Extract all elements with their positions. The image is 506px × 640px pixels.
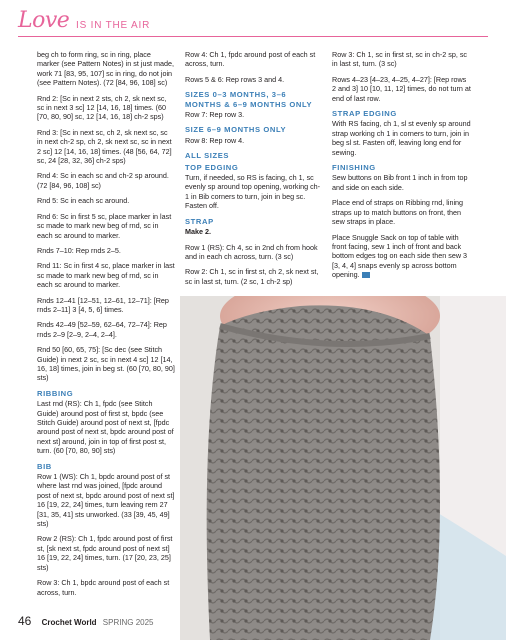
paragraph-final: [332, 233, 472, 280]
paragraph: Rnd 11: Sc in first 4 sc, place marker in last sc made to mark new beg of rnd, sc in each sc around to marker.: [37, 261, 175, 290]
paragraph: Rows 5 & 6: Rep rows 3 and 4.: [185, 74, 285, 84]
section-label: IS IN THE AIR: [76, 20, 151, 31]
section-heading-top-edging: TOP EDGING: [185, 162, 239, 172]
section-heading-size-6-9: SIZE 6–9 MONTHS ONLY: [185, 125, 287, 135]
paragraph: Row 1 (WS): Ch 1, bpdc around post of st where last rnd was joined, [fpdc around post of next st, bpdc around post of next st] 16 [19, 22, 24] times, turn leaving rem 27 [31, 35, 41] sts unworked. (33 [39, 45, 49] sts): [37, 472, 175, 529]
paragraph: With RS facing, ch 1, sl st evenly sp around strap working ch 1 in corners to turn, join in beg sl st. Fasten off, leaving long end for sewing.: [332, 119, 471, 157]
paragraph: Rnds 12–41 [12–51, 12–61, 12–71]: [Rep rnds 2–11] 3 [4, 5, 6] times.: [37, 295, 169, 314]
paragraph: Sew buttons on Bib front 1 inch in from top and side on each side.: [332, 173, 468, 192]
paragraph: Row 2 (RS): Ch 1, fpdc around post of first st, [sk next st, fpdc around post of next st] 16 [19, 22, 24] times, turn. (17 [20, 23, 25] sts): [37, 534, 173, 572]
paragraph: Row 3: Ch 1, sc in first st, sc in ch-2 sp, sc in last st, turn. (3 sc): [332, 50, 468, 69]
paragraph: Row 2: Ch 1, sc in first st, ch 2, sk next st, sc in last st, turn. (2 sc, 1 ch-2 sp): [185, 267, 319, 286]
paragraph: Rnd 50 [60, 65, 75]: [Sc dec (see Stitch Guide) in next 2 sc, sc in next 4 sc] 12 [14, 16, 18] times, join in beg st. (60 [70, 80, 90] sts): [37, 345, 175, 383]
section-heading-all-sizes: ALL SIZES: [185, 151, 230, 161]
page-number: 46: [18, 614, 32, 628]
paragraph: Row 8: Rep row 4.: [185, 135, 245, 145]
text-column-1: [37, 50, 175, 603]
paragraph: Row 1 (RS): Ch 4, sc in 2nd ch from hook and in each ch across, turn. (3 sc): [185, 242, 318, 261]
page-footer: [18, 614, 154, 628]
crochet-sack: [207, 305, 440, 640]
paragraph: Rnd 4: Sc in each sc and ch-2 sp around. (72 [84, 96, 108] sc): [37, 171, 169, 190]
text-column-3: [332, 50, 472, 286]
section-heading-ribbing: RIBBING: [37, 388, 74, 398]
issue-season: SPRING 2025: [102, 618, 154, 627]
crochet-photo: [180, 296, 506, 640]
magazine-name: Crochet World: [41, 618, 97, 627]
final-text: Place Snuggle Sack on top of table with front facing, sew 1 inch of front and back bottom edges tog on each side then sew 3 [3, 4, 4] snaps evenly sp across bottom opening.: [332, 232, 468, 280]
paragraph: Turn, if needed, so RS is facing, ch 1, sc evenly sp around top opening, working ch-1 in Bib corners to turn, join in beg sc. Fasten off.: [185, 173, 321, 211]
paragraph: beg ch to form ring, sc in ring, place marker (see Pattern Notes) in st just made, work 71 [83, 95, 107] sc in ring, do not join (see Pattern Notes). (72 [84, 96, 108] sc): [37, 50, 175, 88]
section-script-title: Love: [18, 8, 70, 33]
header-rule: [18, 36, 488, 37]
paragraph: Row 7: Rep row 3.: [185, 110, 245, 120]
section-heading-bib: BIB: [37, 461, 52, 471]
text-column-2: [185, 50, 323, 292]
page-header: [18, 8, 488, 42]
paragraph: Rnd 5: Sc in each sc around.: [37, 196, 130, 206]
section-heading-strap: STRAP: [185, 216, 214, 226]
paragraph: Rnds 42–49 [52–59, 62–64, 72–74]: Rep rnds 2–9 [2–9, 2–4, 2–4].: [37, 320, 167, 339]
section-heading-strap-edging: STRAP EDGING: [332, 109, 397, 119]
paragraph: Rnd 3: [Sc in next sc, ch 2, sk next sc, sc in next ch-2 sp, ch 2, sk next sc, sc in next 2 sc] 12 [14, 16, 18] times. (48 [56, 64, 72] sc, 24 [28, 32, 36] ch-2 sps): [37, 127, 172, 166]
section-heading-sizes: SIZES 0–3 MONTHS, 3–6 MONTHS & 6–9 MONTHS ONLY: [185, 90, 313, 109]
paragraph: Rnd 6: Sc in first 5 sc, place marker in last sc made to mark new beg of rnd, sc in each sc around to marker.: [37, 211, 172, 240]
paragraph: Rows 4–23 [4–23, 4–25, 4–27]: [Rep rows 2 and 3] 10 [10, 11, 12] times, do not turn at end of last row.: [332, 74, 471, 103]
paragraph: Make 2.: [185, 227, 211, 237]
paragraph: Last rnd (RS): Ch 1, fpdc (see Stitch Guide) around post of first st, bpdc (see Stitch Guide) around post of next st, [fpdc around post of next st, bpdc around post of next st] around, join in top of first post st, turn. (60 [70, 80, 90] sts): [37, 399, 174, 456]
paragraph: Rnd 2: [Sc in next 2 sts, ch 2, sk next sc, sc in next 3 sc] 12 [14, 16, 18] times. (60 [70, 80, 90] sc, 12 [14, 16, 18] ch-2 sps): [37, 93, 167, 122]
section-heading-finishing: FINISHING: [332, 163, 376, 173]
paragraph: Row 4: Ch 1, fpdc around post of each st across, turn.: [185, 50, 316, 69]
photo-illustration: [180, 296, 506, 640]
paragraph: Place end of straps on Ribbing rnd, lining straps up to match buttons on front, then sew straps in place.: [332, 198, 464, 227]
paragraph: Row 3: Ch 1, bpdc around post of each st across, turn.: [37, 578, 170, 597]
end-mark-icon: [362, 272, 370, 278]
paragraph: Rnds 7–10: Rep rnds 2–5.: [37, 245, 121, 255]
